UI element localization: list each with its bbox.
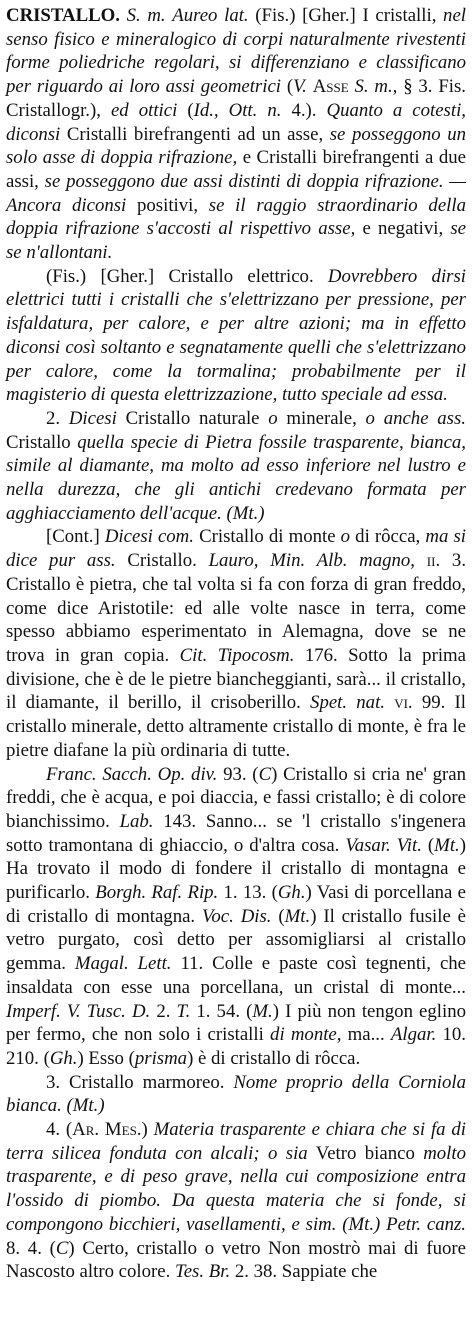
text-run: ) Ha trovato il modo di fondere il cristallo di montagna e purificarlo. — [6, 834, 466, 904]
italic-text-run: Dicesi com. — [104, 526, 194, 548]
grammar-label: S. m. — [126, 5, 166, 26]
italic-text-run: Vasar. Vit. — [345, 834, 422, 856]
entry-paragraph — [6, 525, 466, 762]
italic-text-run: Borgh. Raf. Rip. — [95, 882, 219, 904]
entry-paragraph — [6, 1118, 466, 1284]
italic-text-run: Lauro, Min. Alb. magno, — [208, 550, 416, 572]
italic-text-run: Gh. — [277, 882, 306, 904]
text-run — [415, 550, 427, 571]
italic-text-run: Petr. canz. — [386, 1213, 466, 1235]
text-run: e negativi, — [355, 218, 451, 240]
italic-text-run: Mt. — [434, 834, 460, 856]
italic-text-run: Mt. — [284, 905, 311, 927]
text-run — [385, 692, 394, 713]
small-caps-text-run: Ar. Mes. — [72, 1119, 142, 1141]
text-run: . 3. Cristallo è pietra, che tal volta si fa con forza di gran freddo, come dice Aristotile: ed alle volte nasce in terra, come spesso abbiamo esperimentato in Alemagna, dove se ne trova in gran copia. — [6, 550, 467, 666]
entry-paragraph — [6, 265, 466, 407]
italic-text-run: Materia trasparente e chiara che si fa di terra silicea fonduta con alcali; o sia — [6, 1119, 466, 1164]
italic-text-run: Franc. Sacch. Op. div. — [46, 763, 218, 785]
text-run: ) Cristallo si cria ne' gran freddi, che è acqua, e poi diaccia, e fassi cristallo; è di colore bianchissimo. — [6, 763, 466, 832]
italic-text-run: Algar. — [390, 1024, 437, 1046]
text-run: ) Esso ( — [77, 1047, 135, 1069]
entry-first-paragraph — [6, 4, 466, 265]
text-run: ( — [421, 834, 435, 856]
text-run: ) I più non tengon eglino per fermo, che non solo i cristalli — [6, 1000, 467, 1046]
text-run: . 99. Il cristallo minerale, detto altramente cristallo di monte, è fra le pietre diafane la più ordinaria di tutte. — [6, 692, 466, 761]
italic-text-run: V. — [293, 76, 307, 98]
text-run: (Fis.) [Gher.] I cristalli, — [248, 5, 444, 26]
paragraph-body — [6, 5, 466, 263]
italic-text-run: Cit. Tipocosm. — [179, 644, 295, 666]
text-run: 1. 13. ( — [218, 882, 278, 904]
text-run: Cristallo. — [115, 550, 209, 572]
text-run: ) Certo, cristallo o vetro Non mostrò mai di fuore Nascosto altro colore. — [6, 1237, 466, 1283]
text-run: 143. Sanno... se 'l cristallo s'ingenera sotto tramontana di ghiaccio, o d'altra cosa. — [6, 810, 466, 856]
text-run: 4.). — [281, 99, 327, 121]
italic-text-run: Dicesi — [68, 407, 117, 429]
text-run: ( — [281, 76, 294, 98]
etymology-label: Aureo lat. — [172, 5, 249, 26]
text-run: e Cristalli birefrangenti a due assi, — [6, 147, 466, 192]
text-run: ( — [271, 905, 285, 927]
italic-text-run: Lab. — [119, 810, 154, 832]
text-run: ( — [177, 99, 194, 121]
italic-text-run: o — [340, 526, 351, 548]
entry-paragraph — [6, 763, 466, 1071]
text-run: Cristallo di monte — [193, 526, 341, 548]
italic-text-run: Nome proprio della Corniola bianca. (Mt.) — [6, 1071, 466, 1117]
text-run: minerale, — [277, 407, 366, 429]
italic-text-run: nel senso fisico e mineralogico di corpi naturalmente rivestenti forme poliedriche regolari, si differenziano e classificano per riguardo ai loro assi geometrici — [6, 5, 466, 98]
text-run: 10. 210. ( — [6, 1024, 466, 1069]
italic-text-run: se posseggono due assi distinti di doppia rifrazione. — Ancora diconsi — [6, 170, 467, 216]
italic-text-run: Voc. Dis. — [202, 905, 272, 927]
italic-text-run: Dovrebbero dirsi elettrici tutti i cristalli che s'elettrizzano per pressione, per isfaldatura, per calore, e per altre azioni; ma in effetto diconsi così soltanto e segnatamente quelli che s'elettrizzano per calore, come la tormalina; probabilmente per il magisterio di questa elettrizzazione, tutto speciale ad essa. — [6, 265, 467, 406]
italic-text-run: molto trasparente, e di peso grave, nella cui composizione entra l'ossido di piombo. Da questa materia che si fonde, si compongono bicchieri, vasellamenti, e sim. (Mt.) — [6, 1142, 466, 1235]
italic-text-run: ed ottici — [110, 99, 178, 121]
text-run: 8. 4. ( — [6, 1237, 56, 1259]
text-run: § 3. Fis. Cristallogr.), — [6, 76, 466, 121]
text-run: ) Vasi di porcellana e di cristallo di montagna. — [6, 882, 466, 927]
italic-text-run: Gh. — [49, 1047, 78, 1069]
italic-text-run: C — [55, 1237, 69, 1259]
text-run: 11. Colle e paste così tegnenti, che insaldata con esse una porcellana, un cristal di monte... — [6, 953, 467, 998]
text-run: Cristallo naturale — [116, 407, 269, 429]
text-run: di rôcca, — [350, 526, 426, 548]
text-run: 2. — [46, 407, 69, 429]
text-run: ) — [141, 1119, 154, 1141]
italic-text-run: S. m., — [354, 76, 398, 98]
text-run: , ma... — [336, 1024, 391, 1046]
italic-text-run: Tes. Br. — [174, 1261, 231, 1283]
text-run: 93. ( — [217, 763, 259, 785]
italic-text-run: o anche ass. — [365, 407, 466, 429]
italic-text-run: T. — [176, 1000, 191, 1022]
headword: CRISTALLO. — [6, 5, 120, 26]
small-caps-text-run: Asse — [312, 76, 349, 98]
entry-paragraph — [6, 407, 466, 526]
italic-text-run: o — [268, 407, 278, 429]
text-run: 1. 54. ( — [190, 1000, 253, 1022]
text-run: 2. 38. Sappiate che — [230, 1261, 378, 1283]
italic-text-run: Spet. nat. — [310, 692, 385, 714]
text-run: positivi, — [126, 194, 209, 216]
text-run: 4. ( — [46, 1119, 73, 1141]
text-run: ) Il cristallo fusile è vetro purgato, così detto per assomigliarsi al cristallo gemma. — [6, 905, 466, 975]
text-run: 3. Cristallo marmoreo. — [46, 1071, 234, 1093]
text-run: Vetro bianco — [307, 1142, 424, 1164]
italic-text-run: C — [258, 763, 272, 785]
italic-text-run: quella specie di Pietra fossile trasparente, bianca, simile al diamante, ma molto ad esso inferiore nel lustro e nella durezza, che gli antichi credevano formata per agghiacciamento dell'acque. (Mt.) — [6, 431, 466, 524]
italic-text-run: ma si dice pur ass. — [6, 526, 466, 572]
entry-paragraph — [6, 1071, 466, 1118]
text-run: 2. — [150, 1000, 177, 1022]
text-run: 176. Sotto la prima divisione, che è de le pietre biancheggianti, sarà... il cristallo, il diamante, il berillo, il crisoberillo. — [6, 644, 466, 714]
italic-text-run: se se n'allontani. — [6, 218, 466, 264]
text-run: Cristallo — [6, 431, 78, 453]
italic-text-run: Id., Ott. n. — [193, 99, 282, 121]
italic-text-run: se il raggio straordinario della doppia rifrazione s'accosti al rispettivo asse, — [6, 194, 466, 240]
italic-text-run: Magal. Lett. — [74, 953, 172, 975]
italic-text-run: M. — [252, 1000, 273, 1022]
text-run: (Fis.) [Gher.] Cristallo elettrico. — [46, 265, 328, 287]
italic-text-run: Quanto a cotesti, diconsi — [6, 99, 466, 145]
text-run: ) è di cristallo di rôcca. — [187, 1047, 361, 1069]
italic-text-run: di monte — [270, 1024, 337, 1046]
text-run: Cristalli birefrangenti ad un asse, — [60, 123, 330, 145]
text-run: [Cont.] — [46, 526, 105, 548]
italic-text-run: se posseggono un solo asse di doppia rifrazione, — [6, 123, 467, 169]
small-caps-text-run: ii — [426, 550, 436, 572]
small-caps-text-run: vi — [394, 692, 408, 714]
italic-text-run: prisma — [134, 1047, 188, 1069]
italic-text-run: Imperf. V. Tusc. D. — [6, 1000, 151, 1022]
